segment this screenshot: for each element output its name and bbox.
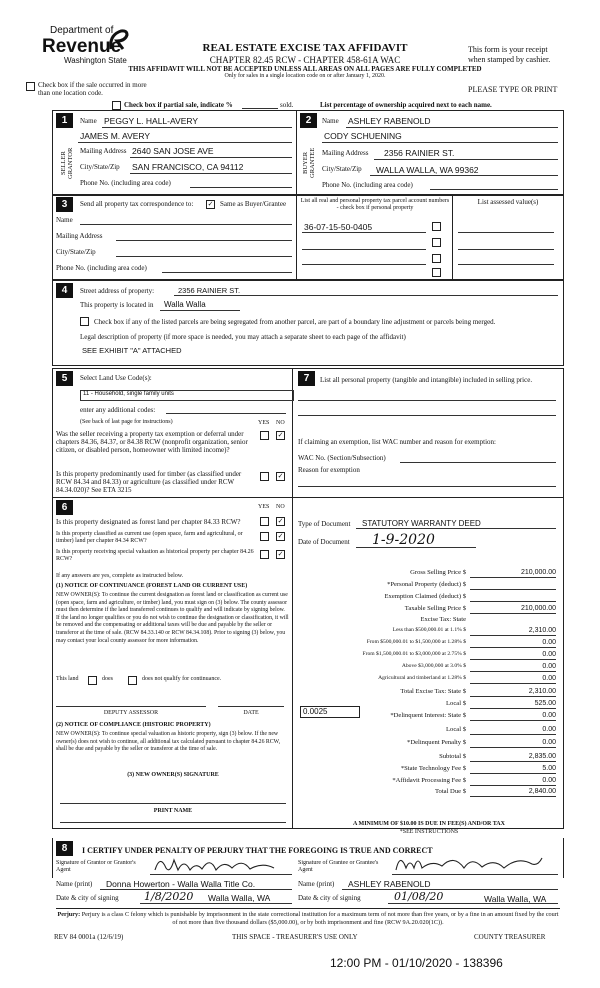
sec5-q1-yes-checkbox[interactable] (260, 431, 269, 440)
form-title: REAL ESTATE EXCISE TAX AFFIDAVIT (202, 42, 408, 54)
partial-pct-line (242, 108, 278, 109)
section-6-number: 6 (56, 500, 73, 515)
grantee-signature[interactable] (392, 850, 552, 876)
sec6-q3-yes-checkbox[interactable] (260, 550, 269, 559)
grantor-date-line (140, 903, 292, 904)
street-address-value[interactable]: 2356 RAINIER ST. (178, 286, 241, 295)
grantee-date-label: Date & city of signing (298, 894, 361, 902)
multi-location-checkbox[interactable] (26, 82, 35, 91)
tax-row-label: Subtotal $ (439, 753, 466, 760)
grantor-date-label: Date & city of signing (56, 894, 119, 902)
tax-row-label: From $1,500,000.01 to $3,000,000 at 2.75% $ (362, 651, 466, 657)
tax-row-label: Agricultural and timberland at 1.28% $ (378, 675, 466, 681)
buyer-city-label: City/State/Zip (322, 165, 362, 173)
notice1-title: (1) NOTICE OF CONTINUANCE (FOREST LAND OR CURRENT USE) (56, 583, 248, 589)
sec3-phone-label: Phone No. (including area code) (56, 264, 147, 272)
tax-row-value[interactable] (470, 592, 556, 602)
grantor-signature-line (150, 874, 292, 875)
located-in-line (160, 310, 240, 311)
exemption-label: If claiming an exemption, list WAC number and reason for exemption: (298, 438, 496, 446)
sec6-q3: Is this property receiving special valuation as historical property per chapter 84.26 RCW? (56, 549, 254, 562)
seller-city-label: City/State/Zip (80, 163, 120, 171)
grantee-name-label: Name (print) (298, 880, 335, 888)
buyer-vertical-label: BUYER GRANTEE (302, 147, 316, 179)
seller-address[interactable]: 2640 SAN JOSE AVE (132, 146, 214, 156)
revenue-logo-text: Revenue (42, 36, 122, 57)
sec3-city-label: City/State/Zip (56, 248, 96, 256)
seller-name-1[interactable]: PEGGY L. HALL-AVERY (104, 116, 199, 126)
buyer-name-1[interactable]: ASHLEY RABENOLD (348, 116, 431, 126)
grantee-signature-line (392, 874, 558, 875)
grantor-name-line (100, 889, 292, 890)
legal-desc-label: Legal description of property (if more space is needed, you may attach a separate sheet to each page of the affidavit) (80, 333, 406, 341)
sec5-no-label: NO (276, 420, 285, 426)
grantee-print-name[interactable]: ASHLEY RABENOLD (348, 879, 431, 889)
new-owner-signature-label: (3) NEW OWNER(S) SIGNATURE (127, 772, 219, 778)
partial-sale-label: Check box if partial sale, indicate % (124, 101, 233, 109)
form-chapter: CHAPTER 82.45 RCW - CHAPTER 458-61A WAC (209, 55, 401, 65)
tax-row-value[interactable]: 0.00 (470, 674, 556, 684)
seller-city[interactable]: SAN FRANCISCO, CA 94112 (132, 162, 244, 172)
additional-codes-label: enter any additional codes: (80, 406, 156, 414)
buyer-name-1-line (346, 127, 558, 128)
sec5-q1: Was the seller receiving a property tax exemption or deferral under chapters 84.36, 84.37, or 84.38 RCW (nonprofit organization, senior citizen, or disabled person, homeowner with limited income)? (56, 430, 248, 454)
tax-row-label: Total Due $ (434, 788, 466, 795)
parcel-header: List all real and personal property tax parcel account numbers - check box if personal property (300, 198, 450, 211)
segregated-checkbox[interactable] (80, 317, 89, 326)
tax-row-label: Gross Selling Price $ (410, 569, 466, 576)
doc-type-value[interactable]: STATUTORY WARRANTY DEED (362, 519, 481, 528)
section-7-number: 7 (298, 371, 315, 386)
section-divider (296, 110, 297, 195)
sec5-q2-no-checkbox[interactable]: ✓ (277, 472, 284, 480)
form-revision: REV 84 0001a (12/6/19) (54, 933, 124, 941)
tax-row-value[interactable]: 2,840.00 (470, 787, 556, 797)
sec3-city-line (116, 256, 292, 257)
section-5-7-divider (292, 368, 293, 497)
tax-row-label: Local $ (446, 700, 466, 707)
dept-label: Department of (50, 25, 114, 36)
parcel-2-personal-checkbox[interactable] (432, 238, 441, 247)
if-yes-label: If any answers are yes, complete as instructed below. (56, 573, 184, 579)
sec3-name-line (80, 224, 292, 225)
additional-codes-line (166, 413, 286, 414)
buyer-city-line (370, 175, 558, 176)
parcel-4-personal-checkbox[interactable] (432, 268, 441, 277)
partial-sale-checkbox[interactable] (112, 101, 121, 110)
tax-row-label: Local $ (446, 726, 466, 733)
tax-row-value[interactable]: 2,310.00 (470, 626, 556, 636)
tax-row-label: From $500,000.01 to $1,500,000 at 1.28% $ (366, 639, 466, 645)
tax-row-value[interactable]: 2,835.00 (470, 752, 556, 762)
sec5-q2-yes-checkbox[interactable] (260, 472, 269, 481)
personal-property-line-1 (298, 400, 556, 401)
seller-phone-line (190, 187, 292, 188)
section-1-number: 1 (56, 113, 73, 128)
sec6-q1-yes-checkbox[interactable] (260, 517, 269, 526)
tax-row-value[interactable]: 210,000.00 (470, 604, 556, 614)
receipt-line2: when stamped by cashier. (468, 55, 551, 64)
doc-type-line (356, 528, 556, 529)
tax-row-label: *Delinquent Penalty $ (407, 739, 466, 746)
tax-row-value[interactable]: 5.00 (470, 764, 556, 774)
personal-property-label: List all personal property (tangible and intangible) included in selling price. (320, 376, 533, 384)
local-rate-value[interactable]: 0.0025 (300, 706, 360, 718)
seller-city-line (130, 173, 292, 174)
grantee-sign-city[interactable]: Walla Walla, WA (484, 894, 547, 904)
buyer-phone-line (430, 189, 558, 190)
tax-row-label: *Delinquent Interest: State $ (390, 712, 466, 719)
tax-row-value[interactable]: 0.00 (470, 638, 556, 648)
grantor-sig-label: Signature of Grantor or Grantor's Agent (56, 860, 136, 873)
assessed-line-2 (458, 249, 554, 250)
doc-type-label: Type of Document (298, 520, 351, 528)
perjury-label: Perjury: (57, 911, 81, 918)
tax-row-value[interactable]: 0.00 (470, 738, 556, 748)
buyer-name-2-line (322, 142, 558, 143)
print-instruction: PLEASE TYPE OR PRINT (468, 85, 558, 94)
tax-row-value[interactable]: 0.00 (470, 650, 556, 660)
ownership-label: List percentage of ownership acquired next to each name. (320, 101, 492, 109)
sec3-addr-label: Mailing Address (56, 232, 103, 240)
sec5-q1-no-checkbox[interactable]: ✓ (277, 431, 284, 439)
certify-label: I CERTIFY UNDER PENALTY OF PERJURY THAT THE FOREGOING IS TRUE AND CORRECT (82, 846, 433, 855)
sec6-q2-yes-checkbox[interactable] (260, 532, 269, 541)
sec6-q2: Is this property classified as current use (open space, farm and agricultural, or timber) land per chapter 84.34 RCW? (56, 531, 243, 544)
buyer-name-label: Name (322, 117, 339, 125)
segregated-label: Check box if any of the listed parcels are being segregated from another parcel, are part of a boundary line adjustment or parcels being merged. (94, 318, 496, 326)
located-in-city[interactable]: Walla Walla (164, 300, 206, 309)
tax-row-value[interactable]: 0.00 (470, 725, 556, 735)
seller-vertical-label: SELLER GRANTOR (60, 147, 74, 179)
tax-row-value[interactable]: 0.00 (470, 662, 556, 672)
sec5-yes-label: YES (258, 420, 270, 426)
section-4-number: 4 (56, 283, 73, 298)
land-does-not-label: does not qualify for continuance. (142, 676, 222, 682)
tax-row-label: Excise Tax: State (420, 616, 466, 623)
wac-line (400, 462, 556, 463)
tax-row-value[interactable]: 525.00 (470, 699, 556, 709)
sec6-q1-no-checkbox[interactable]: ✓ (277, 517, 284, 525)
deputy-assessor-line (56, 706, 206, 707)
parcel-3-personal-checkbox[interactable] (432, 254, 441, 263)
notice2-body: NEW OWNER(S): To continue special valuation as historic property, sign (3) below. If the new owner(s) does not wish to continue, all additional tax calculated pursuant to chapter 84.26 RCW, shall be due and payable by the seller or transferor at the time of sale. (56, 731, 281, 753)
minimum-due-label: A MINIMUM OF $10.00 IS DUE IN FEE(S) AND/OR TAX (353, 821, 505, 827)
sec6-q1: Is this property designated as forest land per chapter 84.33 RCW? (56, 518, 241, 526)
same-as-buyer-checkbox[interactable]: ✓ (207, 200, 214, 208)
grantor-signature[interactable] (150, 852, 300, 876)
sec3-addr-line (116, 240, 292, 241)
sec6-q3-no-checkbox[interactable]: ✓ (277, 550, 284, 558)
parcel-1-personal-checkbox[interactable] (432, 222, 441, 231)
sec6-q2-no-checkbox[interactable]: ✓ (277, 532, 284, 540)
tax-row-value[interactable]: 0.00 (470, 711, 556, 721)
seller-name-2[interactable]: JAMES M. AVERY (80, 131, 151, 141)
recording-stamp: 12:00 PM - 01/10/2020 - 138396 (330, 956, 503, 970)
exemption-reason-label: Reason for exemption (298, 466, 360, 474)
buyer-phone-label: Phone No. (including area code) (322, 181, 413, 189)
send-correspondence-label: Send all property tax correspondence to: (80, 200, 194, 208)
new-owner-signature-line (60, 803, 286, 804)
section-3-number: 3 (56, 197, 73, 212)
land-use-label: Select Land Use Code(s): (80, 374, 152, 382)
buyer-addr-line (374, 159, 558, 160)
land-does-label: does (102, 676, 113, 682)
grantee-name-line (342, 889, 558, 890)
treasurer-space-label: THIS SPACE - TREASURER'S USE ONLY (232, 933, 358, 941)
grantor-print-name[interactable]: Donna Howerton - Walla Walla Title Co. (106, 879, 256, 889)
land-use-select[interactable]: 11 - Household, single family units (80, 390, 294, 401)
county-treasurer-label: COUNTY TREASURER (474, 933, 546, 941)
street-address-line (174, 295, 558, 296)
section-5-number: 5 (56, 371, 73, 386)
tax-row-label: Less than $500,000.01 at 1.1% $ (392, 627, 466, 633)
sec3-phone-line (162, 272, 292, 273)
seller-name-label: Name (80, 117, 97, 125)
section-8-number: 8 (56, 841, 73, 856)
see-back-label: (See back of last page for instructions) (80, 419, 173, 425)
receipt-line1: This form is your receipt (468, 45, 548, 54)
sec3-name-label: Name (56, 216, 73, 224)
buyer-addr-label: Mailing Address (322, 149, 369, 157)
print-name-label: PRINT NAME (153, 808, 193, 814)
located-in-label: This property is located in (80, 301, 154, 309)
form-warning: THIS AFFIDAVIT WILL NOT BE ACCEPTED UNLESS ALL AREAS ON ALL PAGES ARE FULLY COMPLETED (128, 65, 482, 73)
grantor-sign-city[interactable]: Walla Walla, WA (208, 893, 271, 903)
same-as-buyer-label: Same as Buyer/Grantee (220, 200, 287, 208)
sec6-no-label: NO (276, 504, 285, 510)
tax-row-value[interactable]: 210,000.00 (470, 568, 556, 578)
parcel-number-1[interactable]: 36-07-15-50-0405 (304, 222, 373, 232)
personal-property-line-2 (298, 415, 556, 416)
assessed-header: List assessed value(s) (477, 198, 539, 206)
form-note: Only for sales in a single location code on or after January 1, 2020. (224, 73, 386, 79)
perjury-text: Perjury is a class C felony which is punishable by imprisonment in the state correctional institution for a maximum term of not more than five years, or by a fine in an amount fixed by the court of not more than five thousand dollars ($5,000.00), or by both imprisonment and fine (RCW 9A.20.020(1C)). (81, 911, 559, 926)
exemption-reason-line (298, 486, 556, 487)
assessed-line-3 (458, 264, 554, 265)
section-3-divider (296, 194, 297, 279)
tax-row-label: Exemption Claimed (deduct) $ (384, 593, 466, 600)
section-6-divider (292, 497, 293, 828)
tax-row-label: *Affidavit Processing Fee $ (392, 777, 466, 784)
section-2-number: 2 (300, 113, 317, 128)
state-label: Washington State (64, 56, 127, 65)
grantee-sign-date[interactable]: 01/08/20 (394, 890, 444, 903)
seller-addr-label: Mailing Address (80, 147, 127, 155)
seller-name-2-line (78, 142, 292, 143)
assessor-date-label: DATE (243, 710, 259, 716)
buyer-city[interactable]: WALLA WALLA, WA 99362 (376, 165, 479, 175)
assessor-date-line (218, 706, 284, 707)
grantor-sign-date[interactable]: 1/8/2020 (144, 890, 194, 903)
assessed-line-1 (458, 232, 554, 233)
street-address-label: Street address of property: (80, 287, 155, 295)
section-3-divider-2 (452, 194, 453, 279)
deputy-assessor-label: DEPUTY ASSESSOR (103, 710, 159, 716)
land-does-not-checkbox[interactable] (128, 676, 137, 685)
tax-row-label: Above $3,000,000 at 3.0% $ (401, 663, 466, 669)
buyer-address[interactable]: 2356 RAINIER ST. (384, 148, 455, 158)
wac-label: WAC No. (Section/Subsection) (298, 454, 386, 462)
tax-row-label: *State Technology Fee $ (400, 765, 466, 772)
this-land-label: This land (56, 676, 79, 682)
grantee-date-line (388, 903, 558, 904)
tax-row-value[interactable]: 0.00 (470, 776, 556, 786)
sec5-q2: Is this property predominantly used for timber (as classified under RCW 84.34 and 84.33) or agriculture (as classified under RCW 84.34.020)? See ETA 3215 (56, 470, 242, 494)
doc-date-value[interactable]: 1-9-2020 (372, 532, 435, 548)
notice1-body: NEW OWNER(S): To continue the current designation as forest land or classification as current use (open space, farm and agriculture, or timber) land, you must sign on (3) below. The county assessor must then determine if the land transferred continues to qualify and will indicate by signing below. If the land no longer qualifies or you do not wish to continue the designation or classification, it will be removed and the compensating or additional taxes will be due and payable by the seller or transferor at the time of sale. (RCW 84.33.140 or RCW 84.34.108). Prior to signing (3) below, you may contact your local county assessor for more information. (56, 592, 289, 644)
parcel-line-2 (302, 249, 426, 250)
tax-row-label: *Personal Property (deduct) $ (387, 581, 466, 588)
grantee-sig-label: Signature of Grantee or Grantee's Agent (298, 860, 379, 873)
dor-logo-icon (107, 27, 129, 53)
seller-name-1-line (102, 127, 292, 128)
legal-desc-value[interactable]: SEE EXHIBIT "A" ATTACHED (82, 346, 182, 355)
parcel-line-1 (302, 232, 426, 233)
seller-addr-line (130, 157, 292, 158)
multi-location-label: Check box if the sale occurred in more than one location code. (38, 81, 147, 97)
doc-date-label: Date of Document (298, 538, 350, 546)
sec6-yes-label: YES (258, 504, 270, 510)
tax-row-value[interactable]: 2,310.00 (470, 687, 556, 697)
tax-row-value[interactable] (470, 580, 556, 590)
grantor-name-label: Name (print) (56, 880, 93, 888)
tax-row-label: Total Excise Tax: State $ (400, 688, 466, 695)
land-does-checkbox[interactable] (88, 676, 97, 685)
print-name-line (60, 822, 286, 823)
seller-phone-label: Phone No. (including area code) (80, 179, 171, 187)
perjury-notice (56, 908, 560, 927)
see-instructions-label: *SEE INSTRUCTIONS (399, 829, 459, 835)
tax-row-label: Taxable Selling Price $ (404, 605, 466, 612)
sold-label: sold. (280, 101, 294, 109)
parcel-line-3 (302, 264, 426, 265)
notice2-title: (2) NOTICE OF COMPLIANCE (HISTORIC PROPERTY) (56, 722, 211, 728)
buyer-name-2[interactable]: CODY SCHUENING (324, 131, 402, 141)
doc-date-line (356, 547, 476, 548)
